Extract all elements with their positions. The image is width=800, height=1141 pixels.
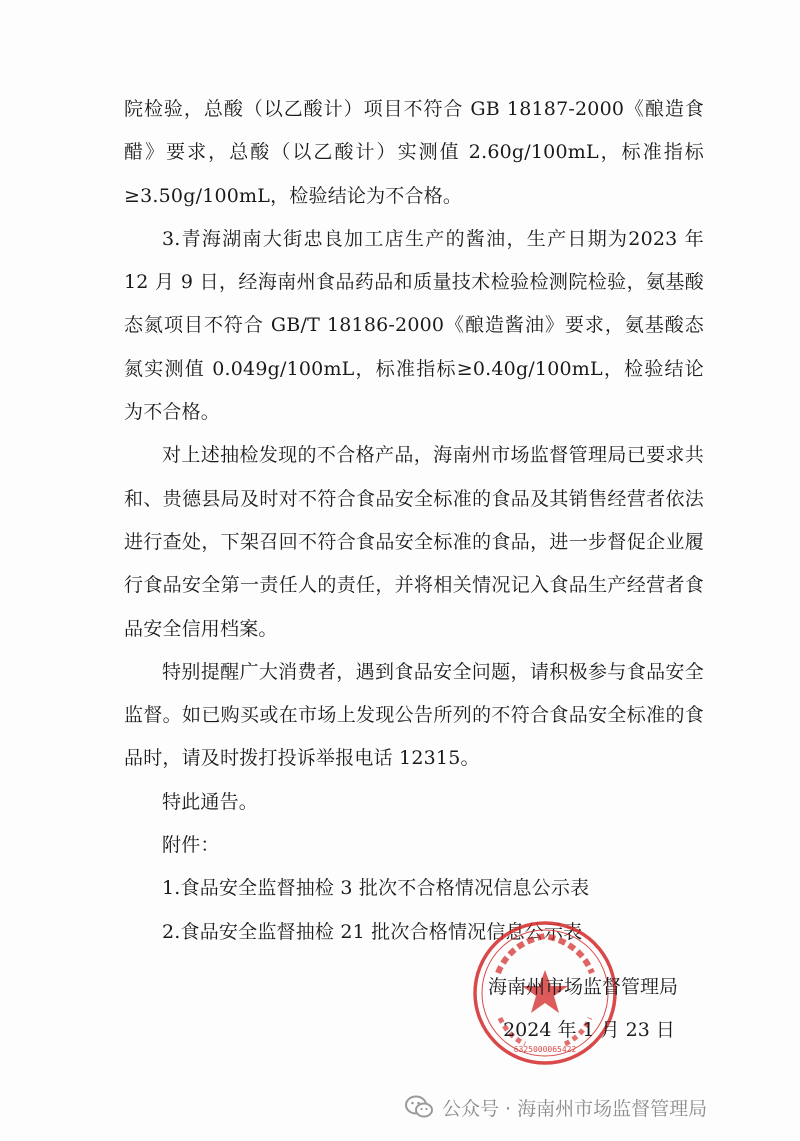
notice-body	[124, 88, 704, 954]
paragraph-4: 特别提醒广大消费者，遇到食品安全问题，请积极参与食品安全监督。如已购买或在市场上发现公告所列的不符合食品安全标准的食品时，请及时拨打投诉举报电话 12315。	[124, 660, 704, 770]
paragraph-2: 3.青海湖南大街忠良加工店生产的酱油，生产日期为2023 年 12 月 9 日，经海南州食品药品和质量技术检验检测院检验，氨基酸态氮项目不符合 GB/T 18186-2000《酿造酱油》要求，氨基酸态氮实测值 0.049g/100mL，标准指标≥0.40g/100mL，检验结论为不合格。	[124, 227, 704, 424]
paragraph-1: 院检验，总酸（以乙酸计）项目不符合 GB 18187-2000《酿造食醋》要求，总酸（以乙酸计）实测值 2.60g/100mL，标准指标≥3.50g/100mL，检验结论为不合格。	[124, 98, 704, 207]
attachment-item-1: 1.食品安全监督抽检 3 批次不合格情况信息公示表	[162, 877, 590, 900]
attachments-heading: 附件：	[162, 834, 220, 857]
wechat-watermark	[404, 1090, 707, 1124]
issue-date: 2024 年 1 月 23 日	[503, 1019, 675, 1041]
attachment-item-2: 2.食品安全监督抽检 21 批次合格情况信息公示表	[162, 920, 583, 943]
signature-block	[453, 966, 713, 1052]
seal-number: 6325000065422	[513, 1045, 577, 1054]
paragraph-3: 对上述抽检发现的不合格产品，海南州市场监督管理局已要求共和、贵德县局及时对不符合食品安全标准的食品及其销售经营者依法进行查处，下架召回不符合食品安全标准的食品，进一步督促企业履行食品安全第一责任人的责任，并将相关情况记入食品生产经营者食品安全信用档案。	[124, 444, 704, 640]
watermark-text: 公众号 · 海南州市场监督管理局	[442, 1097, 708, 1120]
issuing-organization: 海南州市场监督管理局	[487, 976, 678, 998]
closing-line: 特此通告。	[162, 790, 259, 813]
wechat-icon	[404, 1094, 434, 1120]
